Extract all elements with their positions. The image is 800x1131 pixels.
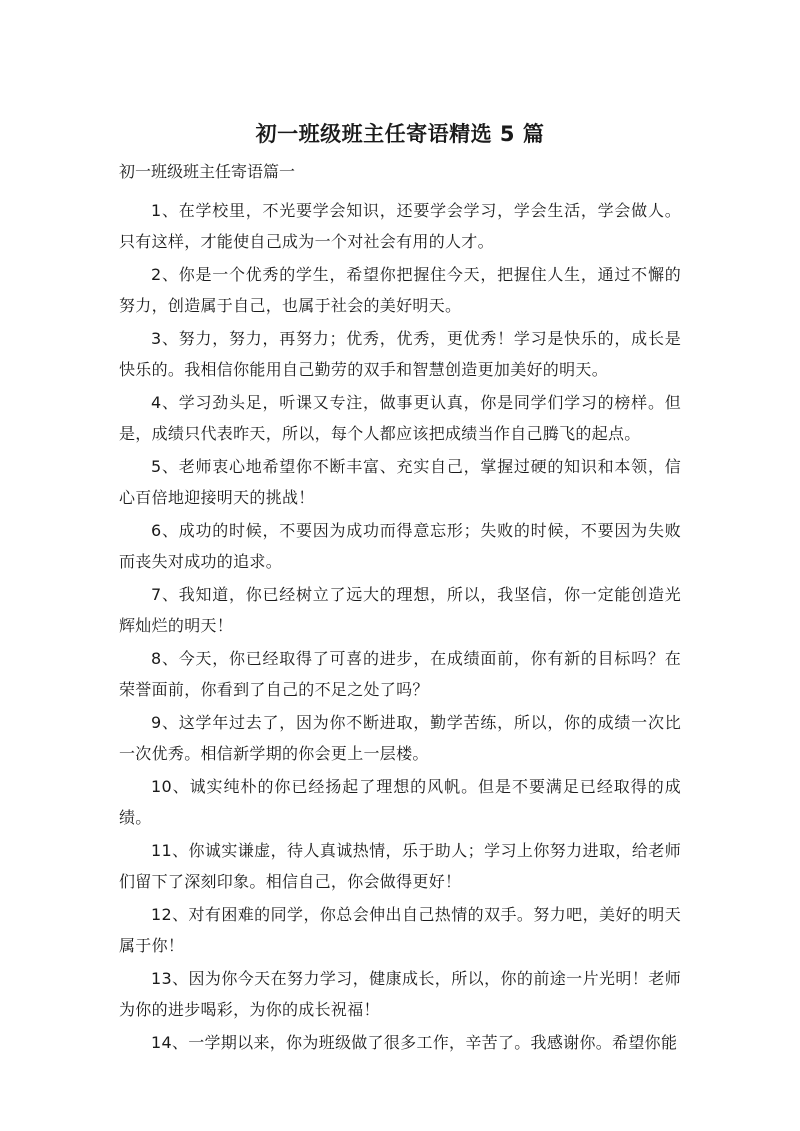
list-item: 3、努力，努力，再努力；优秀，优秀，更优秀！学习是快乐的，成长是快乐的。我相信你能用自己勤劳的双手和智慧创造更加美好的明天。 [119,329,681,379]
list-item: 14、一学期以来，你为班级做了很多工作，辛苦了。我感谢你。希望你能 [151,1033,678,1052]
section-heading: 初一班级班主任寄语篇一 [119,162,296,181]
list-item: 13、因为你今天在努力学习，健康成长，所以，你的前途一片光明！老师为你的进步喝彩，为你的成长祝福！ [119,969,681,1019]
list-item: 12、对有困难的同学，你总会伸出自己热情的双手。努力吧，美好的明天属于你！ [119,905,681,955]
list-item: 4、学习劲头足，听课又专注，做事更认真，你是同学们学习的榜样。但是，成绩只代表昨天，所以，每个人都应该把成绩当作自己腾飞的起点。 [119,393,681,443]
list-item: 6、成功的时候，不要因为成功而得意忘形；失败的时候，不要因为失败而丧失对成功的追求。 [119,521,681,571]
list-item: 5、老师衷心地希望你不断丰富、充实自己，掌握过硬的知识和本领，信心百倍地迎接明天的挑战！ [119,457,681,507]
message-list [119,195,681,1060]
list-item: 8、今天，你已经取得了可喜的进步，在成绩面前，你有新的目标吗？在荣誉面前，你看到了自己的不足之处了吗？ [119,649,681,699]
list-item: 7、我知道，你已经树立了远大的理想，所以，我坚信，你一定能创造光辉灿烂的明天！ [119,585,681,635]
list-item: 2、你是一个优秀的学生，希望你把握住今天，把握住人生，通过不懈的努力，创造属于自己，也属于社会的美好明天。 [119,265,681,315]
list-item: 10、诚实纯朴的你已经扬起了理想的风帆。但是不要满足已经取得的成绩。 [119,777,681,827]
list-item: 1、在学校里，不光要学会知识，还要学会学习，学会生活，学会做人。只有这样，才能使自己成为一个对社会有用的人才。 [119,201,681,251]
list-item: 9、这学年过去了，因为你不断进取，勤学苦练，所以，你的成绩一次比一次优秀。相信新学期的你会更上一层楼。 [119,713,681,763]
document-title: 初一班级班主任寄语精选 5 篇 [255,122,545,146]
list-item: 11、你诚实谦虚，待人真诚热情，乐于助人；学习上你努力进取，给老师们留下了深刻印象。相信自己，你会做得更好！ [119,841,681,891]
